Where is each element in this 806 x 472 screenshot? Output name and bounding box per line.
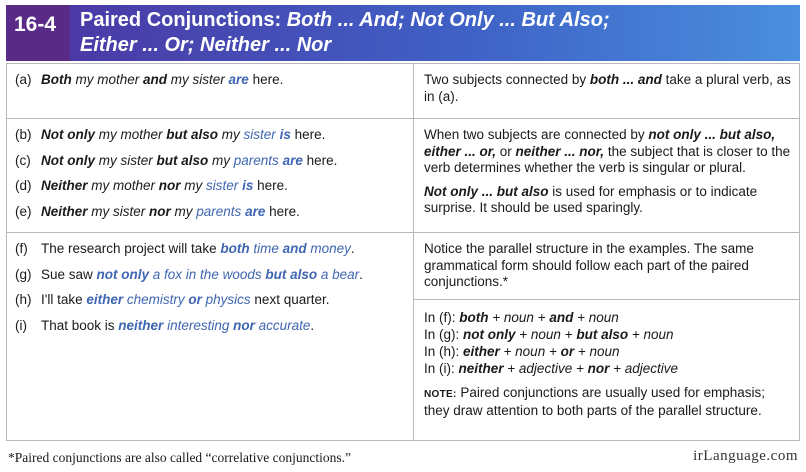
text-run: . xyxy=(310,317,315,333)
text-run: my sister xyxy=(167,72,229,87)
examples-cell xyxy=(7,119,414,233)
example-label: (g) xyxy=(15,266,32,282)
explanation-cell xyxy=(414,233,800,441)
text-run: both xyxy=(459,309,489,325)
example-label: (i) xyxy=(15,317,27,333)
examples-cell xyxy=(7,233,414,441)
text-run: Not only xyxy=(41,127,95,142)
text-run: my xyxy=(170,203,197,219)
text-run: but also xyxy=(576,326,629,342)
example-text xyxy=(41,204,300,221)
text-run: and xyxy=(143,72,168,87)
formula-line xyxy=(424,326,791,343)
text-run: neither xyxy=(118,317,164,333)
text-run: here. xyxy=(253,178,288,193)
text-run: nor xyxy=(233,317,255,333)
example-label: (f) xyxy=(15,241,28,256)
explanation-paragraph xyxy=(424,184,791,217)
text-run: the subject that is closer to the verb determines whether the verb is singular or plural. xyxy=(424,143,791,175)
example-text xyxy=(41,72,283,89)
text-run: time xyxy=(249,241,283,256)
text-run: Not only xyxy=(41,152,95,168)
text-run: I'll take xyxy=(41,292,87,307)
text-run: my mother xyxy=(95,127,167,142)
text-run: nor xyxy=(149,203,171,219)
text-run: my sister xyxy=(95,152,157,168)
example-text xyxy=(41,153,337,170)
explanation-cell xyxy=(414,64,800,119)
text-run: or xyxy=(496,143,516,159)
example-sentence xyxy=(15,292,407,309)
text-run: nor xyxy=(587,360,610,376)
example-sentence xyxy=(15,241,407,258)
text-run: my xyxy=(180,178,207,193)
text-run: In (h): xyxy=(424,343,464,359)
text-run: my mother xyxy=(71,72,144,87)
text-run: + noun xyxy=(573,309,619,325)
text-run: either xyxy=(463,343,500,359)
text-run: nor xyxy=(158,178,181,193)
formula-line xyxy=(424,360,791,377)
text-run: Notice the parallel structure in the examples. The same grammatical form should follow each part of the paired conjunctions.* xyxy=(424,241,754,289)
text-run: my xyxy=(208,152,234,168)
text-run: next quarter. xyxy=(250,292,330,307)
example-sentence xyxy=(15,267,407,284)
chart-row-1 xyxy=(7,64,800,119)
text-run: money xyxy=(306,241,351,256)
text-run: or xyxy=(560,343,575,359)
section-title xyxy=(70,5,800,61)
text-run: are xyxy=(245,203,266,219)
section-number: 16-4 xyxy=(6,5,70,61)
text-run: parents xyxy=(196,203,242,219)
text-run: or xyxy=(188,292,202,307)
text-run: but also xyxy=(166,127,219,142)
chart-row-3 xyxy=(7,233,800,441)
title-plain: Paired Conjunctions: xyxy=(80,9,282,31)
text-run: sister xyxy=(206,178,239,193)
text-run: Not only ... but also xyxy=(424,183,549,199)
formula-line xyxy=(424,309,791,326)
text-run: not only xyxy=(463,326,516,342)
text-run: is xyxy=(242,178,254,193)
text-run: is used for emphasis or to indicate surprise. It should be used sparingly. xyxy=(424,183,758,215)
text-run: and xyxy=(549,309,574,325)
explanation-paragraph xyxy=(424,127,791,177)
chart-header xyxy=(6,5,800,61)
text-run: take a plural verb, as in (a). xyxy=(424,72,791,104)
example-text xyxy=(41,127,325,144)
example-text xyxy=(41,267,363,284)
text-run: both xyxy=(220,241,250,256)
example-label: (c) xyxy=(15,152,31,168)
text-run: chemistry xyxy=(123,292,189,307)
text-run: neither ... nor, xyxy=(515,143,605,159)
parallel-structure-text xyxy=(424,241,791,291)
text-run: + noun + xyxy=(515,326,577,342)
text-run: sister xyxy=(243,127,276,142)
footnote: *Paired conjunctions are also called “correlative conjunctions.” xyxy=(8,450,351,465)
text-run: Neither xyxy=(41,203,88,219)
text-run: neither xyxy=(458,360,504,376)
text-run: In (g): xyxy=(424,326,464,342)
text-run: accurate xyxy=(254,317,311,333)
text-run: here. xyxy=(265,203,300,219)
example-label: (b) xyxy=(15,127,32,142)
text-run: . xyxy=(359,266,363,282)
text-run: not only xyxy=(96,266,150,282)
text-run: Two subjects connected by xyxy=(424,72,590,87)
example-text xyxy=(41,241,355,258)
example-label: (d) xyxy=(15,178,32,193)
text-run: not only ... but also, either ... or, xyxy=(424,127,776,159)
example-label: (e) xyxy=(15,203,32,219)
chart-row-2 xyxy=(7,119,800,233)
text-run: a fox in the woods xyxy=(149,266,266,282)
grammar-chart-table xyxy=(6,63,800,441)
text-run: here. xyxy=(248,72,284,87)
text-run: The research project will take xyxy=(41,241,221,256)
text-run: and xyxy=(282,241,307,256)
text-run: both ... and xyxy=(589,72,662,87)
text-run: interesting xyxy=(163,317,234,333)
text-run: + noun + xyxy=(488,309,550,325)
example-label: (a) xyxy=(15,72,32,87)
example-sentence xyxy=(15,127,407,144)
title-italic-2: Either ... Or; Neither ... Nor xyxy=(80,34,332,56)
text-run: either xyxy=(86,292,124,307)
text-run: Sue saw xyxy=(41,266,97,282)
text-run: is xyxy=(279,127,291,142)
formula-line xyxy=(424,343,791,360)
site-watermark: irLanguage.com xyxy=(693,448,798,464)
example-text xyxy=(41,178,288,195)
text-run: That book is xyxy=(41,317,119,333)
text-run: but also xyxy=(265,266,318,282)
explanation-cell xyxy=(414,119,800,233)
text-run: parents xyxy=(233,152,279,168)
text-run: my xyxy=(218,127,244,142)
text-run: are xyxy=(282,152,303,168)
example-label: (h) xyxy=(15,292,32,307)
formula-list xyxy=(424,309,791,377)
text-run: + adjective + xyxy=(503,360,588,376)
text-run: are xyxy=(228,72,249,87)
text-run: + adjective xyxy=(609,360,679,376)
explanation-paragraph xyxy=(424,241,791,291)
text-run: + noun xyxy=(574,343,620,359)
text-run: here. xyxy=(290,127,326,142)
text-run: Neither xyxy=(41,178,88,193)
example-sentence xyxy=(15,318,407,335)
example-text xyxy=(41,318,314,335)
usage-note xyxy=(424,385,791,420)
note-label: NOTE: xyxy=(424,388,457,400)
examples-cell xyxy=(7,64,414,119)
example-text xyxy=(41,292,329,309)
example-sentence xyxy=(15,153,407,170)
text-run: + noun + xyxy=(499,343,561,359)
text-run: . xyxy=(350,241,355,256)
text-run: When two subjects are connected by xyxy=(424,127,649,142)
text-run: but also xyxy=(156,152,209,168)
text-run: + noun xyxy=(628,326,674,342)
explanation-paragraph xyxy=(424,72,791,105)
text-run: my mother xyxy=(87,178,159,193)
text-run: In (f): xyxy=(424,309,460,325)
text-run: my sister xyxy=(87,203,150,219)
example-sentence xyxy=(15,178,407,195)
title-italic-1: Both ... And; Not Only ... But Also; xyxy=(286,9,610,31)
text-run: physics xyxy=(201,292,251,307)
example-sentence xyxy=(15,72,407,89)
text-run: Both xyxy=(41,72,72,87)
note-text: Paired conjunctions are usually used for emphasis; they draw attention to both parts of the parallel structure. xyxy=(424,384,766,418)
text-run: here. xyxy=(302,152,338,168)
text-run: a bear xyxy=(317,266,360,282)
example-sentence xyxy=(15,204,407,221)
text-run: In (i): xyxy=(424,360,459,376)
formula-box xyxy=(414,299,799,420)
